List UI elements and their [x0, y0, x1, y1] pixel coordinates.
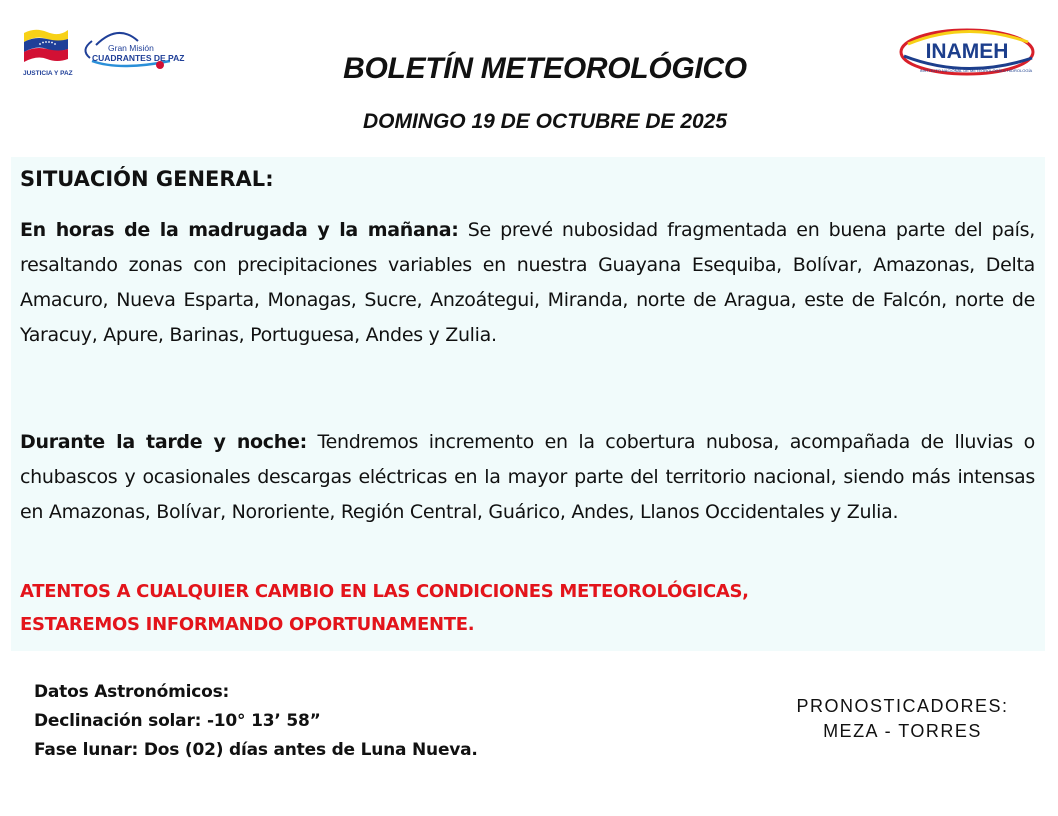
forecasters-block [760, 694, 1045, 744]
inameh-text: INAMEH [925, 40, 1009, 63]
bulletin-date: DOMINGO 19 DE OCTUBRE DE 2025 [362, 110, 728, 133]
morning-forecast-label: En horas de la madrugada y la mañana: [20, 219, 459, 241]
alert-line-2: ESTAREMOS INFORMANDO OPORTUNAMENTE. [20, 614, 475, 635]
inameh-subtext: INSTITUTO NACIONAL DE METEOROLOGÍA E HIDROLOGÍA [919, 68, 1033, 73]
justicia-y-paz-text: JUSTICIA Y PAZ [23, 70, 73, 77]
astro-title: Datos Astronómicos: [34, 682, 230, 702]
morning-forecast-paragraph [20, 213, 1035, 353]
evening-forecast-label: Durante la tarde y noche: [20, 431, 307, 453]
solar-declination: Declinación solar: -10° 13’ 58” [34, 711, 321, 731]
moon-phase: Fase lunar: Dos (02) días antes de Luna Nueva. [34, 740, 478, 760]
astronomical-data [34, 678, 478, 765]
forecasters-names: MEZA - TORRES [823, 721, 982, 741]
bulletin-title: BOLETÍN METEOROLÓGICO [343, 52, 747, 85]
evening-forecast-paragraph [20, 425, 1035, 530]
morning-forecast-text: Se prevé nubosidad fragmentada en buena parte del país, resaltando zonas con precipitaciones variables en nuestra Guayana Esequiba, Bolívar, Amazonas, Delta Amacuro, Nueva Esparta, Monagas, Sucre, Anzoátegui, Miranda, norte de Aragua, este de Falcón, norte de Yaracuy, Apure, Barinas, Portuguesa, Andes y Zulia. [20, 219, 1035, 346]
gran-mision-text: Gran Misión [108, 43, 154, 53]
section-title: SITUACIÓN GENERAL: [20, 167, 274, 191]
evening-forecast-text: Tendremos incremento en la cobertura nubosa, acompañada de lluvias o chubascos y ocasionales descargas eléctricas en la mayor parte del territorio nacional, siendo más intensas en Amazonas, Bolívar, Nororiente, Región Central, Guárico, Andes, Llanos Occidentales y Zulia. [20, 431, 1035, 523]
alert-line-1: ATENTOS A CUALQUIER CAMBIO EN LAS CONDICIONES METEOROLÓGICAS, [20, 581, 749, 602]
cuadrantes-de-paz-text: CUADRANTES DE PAZ [92, 53, 185, 63]
forecasters-label: PRONOSTICADORES: [796, 696, 1009, 716]
